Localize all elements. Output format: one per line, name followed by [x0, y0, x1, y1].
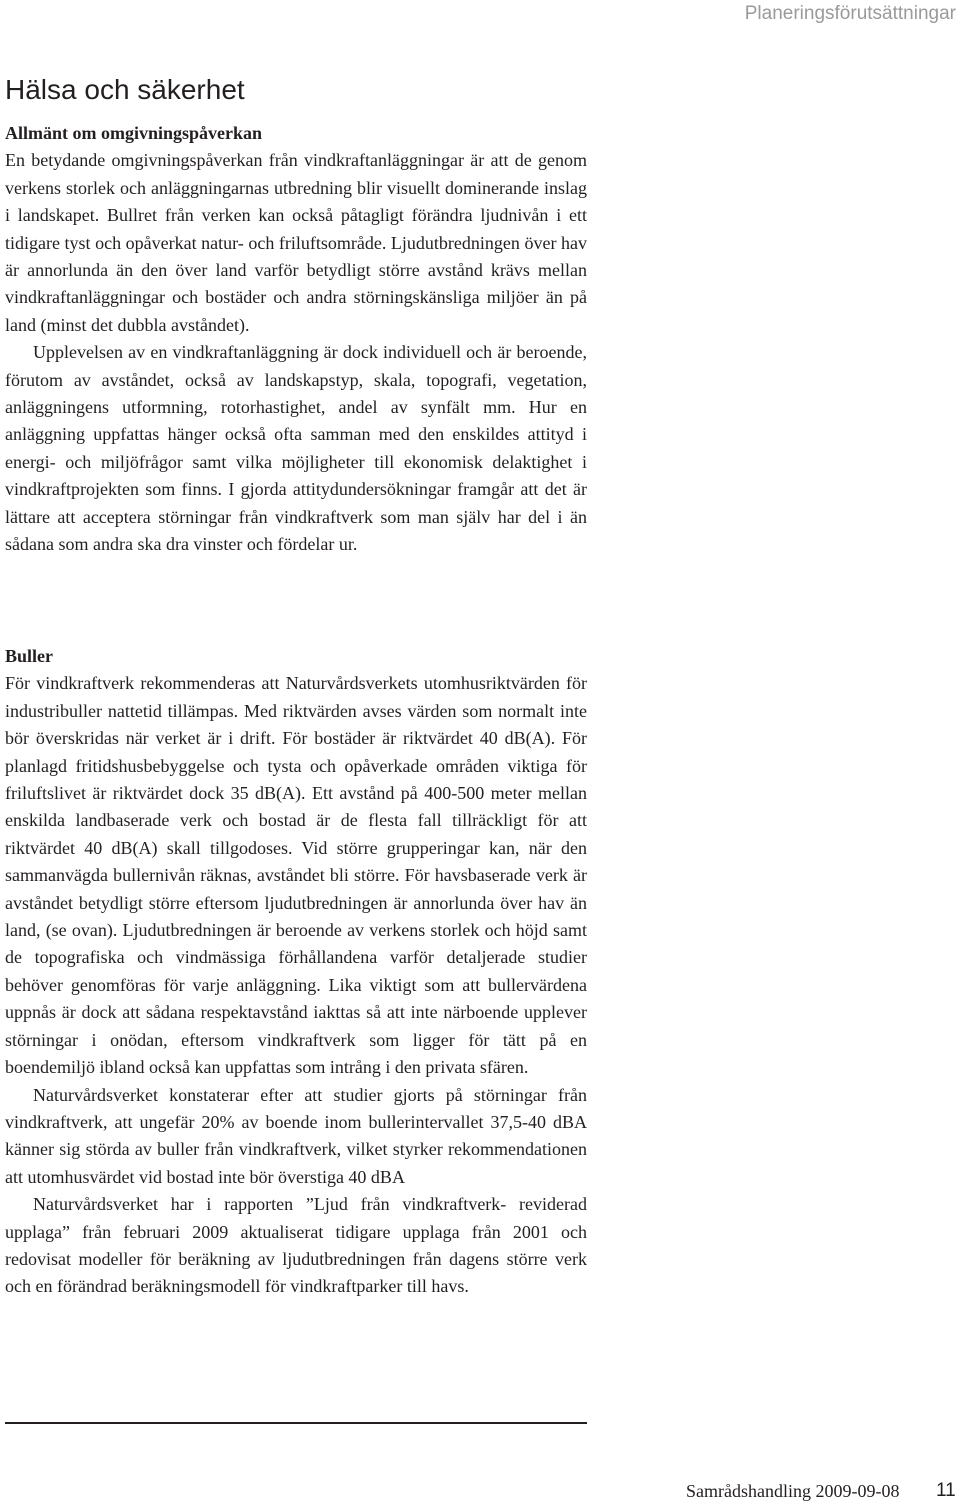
- subheading-noise: Buller: [5, 646, 53, 666]
- paragraph: Upplevelsen av en vindkraftanläggning är dock individuell och är beroende, förutom av avståndet, också av landskapstyp, skala, topografi, vegetation, anläggningens utformning, rotorhastighet, andel av synfält mm. Hur en anläggning uppfattas hänger också ofta samman med den enskildes attityd i energi- och miljöfrågor samt vilka möjligheter till ekonomisk delaktighet i vindkraftprojekten som finns. I gjorda attitydundersökningar framgår att det är lättare att acceptera störningar från vindkraftverk som man själv har del i än sådana som andra ska dra vinster och fördelar ur.: [5, 342, 587, 555]
- footer-document-label: Samrådshandling 2009-09-08: [686, 1481, 900, 1501]
- end-rule: [5, 1422, 587, 1424]
- section-noise: [5, 643, 587, 1301]
- section-general-impact: [5, 120, 587, 559]
- paragraph: Naturvårdsverket konstaterar efter att studier gjorts på störningar från vindkraftverk, att ungefär 20% av boende inom bullerintervallet 37,5-40 dBA känner sig störda av buller från vindkraftverk, vilket styrker rekommendationen att utomhusvärdet vid bostad inte bör överstiga 40 dBA: [5, 1084, 587, 1187]
- paragraph: En betydande omgivningspåverkan från vindkraftanläggningar är att de genom verkens storlek och anläggningarnas utbredning blir visuellt dominerande inslag i landskapet. Bullret från verken kan också påtagligt förändra ljudnivån i ett tidigare tyst och opåverkat natur- och friluftsområde. Ljudutbredningen över hav är annorlunda än den över land varför betydligt större avstånd krävs mellan vindkraftanläggningar och bostäder och andra störningskänsliga miljöer än på land (minst det dubbla avståndet).: [5, 150, 587, 335]
- running-header: Planeringsförutsättningar: [744, 3, 956, 24]
- subheading-general-impact: Allmänt om omgivningspåverkan: [5, 123, 263, 143]
- paragraph: Naturvårdsverket har i rapporten ”Ljud från vindkraftverk- reviderad upplaga” från februari 2009 aktualiserat tidigare upplaga från 2001 och redovisat modeller för beräkning av ljudutbredningen från dagens större verk och en förändrad beräkningsmodell för vindkraftparker till havs.: [5, 1194, 587, 1297]
- page-number: 11: [936, 1480, 956, 1501]
- paragraph: För vindkraftverk rekommenderas att Naturvårdsverkets utomhusriktvärden för industribuller nattetid tillämpas. Med riktvärden avses värden som normalt inte bör överskridas när verket är i drift. För bostäder är riktvärdet 40 dB(A). För planlagd fritidshusbebyggelse och tysta och opåverkade områden viktiga för friluftslivet är riktvärdet dock 35 dB(A). Ett avstånd på 400-500 meter mellan enskilda landbaserade verk och bostad är de flesta fall tillräckligt för att riktvärdet 40 dB(A) skall tillgodoses. Vid större grupperingar kan, när den sammanvägda bullernivån räknas, avståndet bli större. För havsbaserade verk är avståndet betydligt större eftersom ljudutbredningen är annorlunda över hav än land, (se ovan). Ljudutbredningen är beroende av verkens storlek och höjd samt de topografiska och vindmässiga förhållandena varför detaljerade studier behöver genomföras för varje anläggning. Lika viktigt som att bullervärdena uppnås är dock att sådana respektavstånd iakttas så att inte närboende upplever störningar i onödan, eftersom vindkraftverk som ligger för tätt på en boendemiljö ibland också kan uppfattas som intrång i den privata sfären.: [5, 673, 587, 1078]
- section-title: Hälsa och säkerhet: [5, 74, 245, 105]
